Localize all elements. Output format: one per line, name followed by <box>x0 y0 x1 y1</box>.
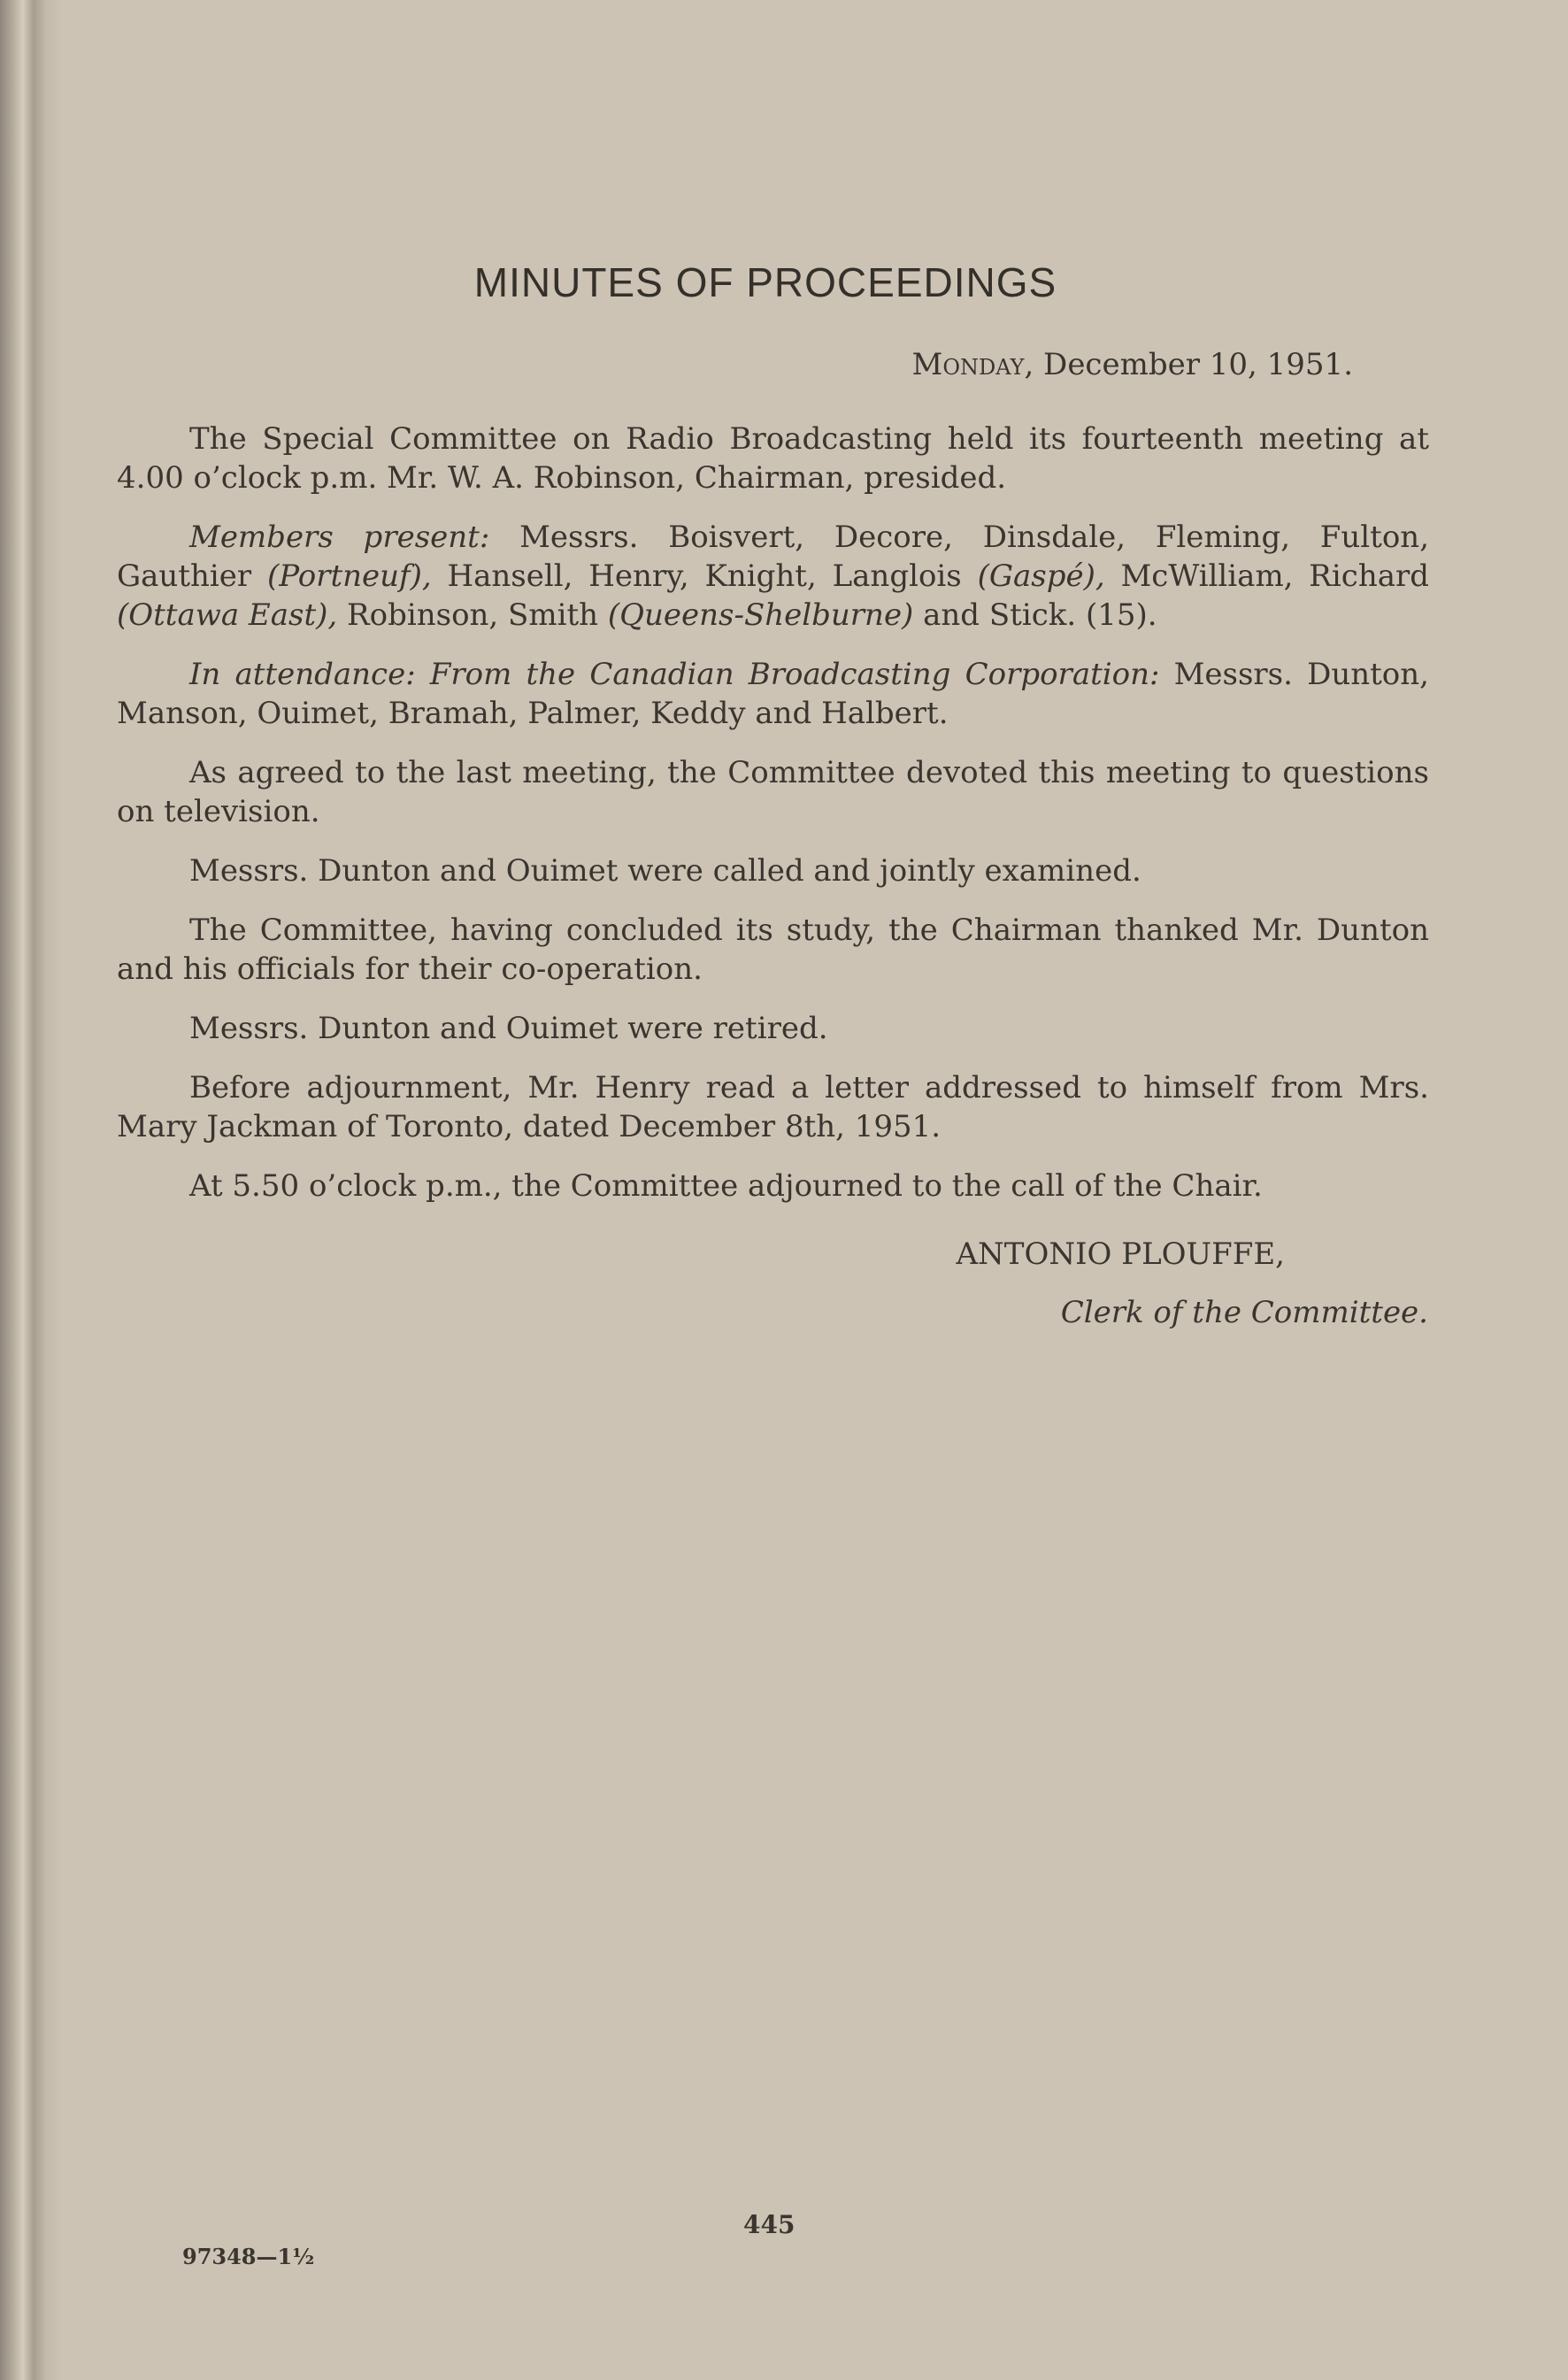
paragraph-meeting-opened: The Special Committee on Radio Broadcasting held its fourteenth meeting at 4.00 o’clock p.m. Mr. W. A. Robinson, Chairman, presided. <box>117 421 1429 496</box>
dateline <box>912 347 1354 382</box>
members-text-b: Hansell, Henry, Knight, Langlois <box>431 558 978 594</box>
paragraph-witnesses-retired: Messrs. Dunton and Ouimet were retired. <box>189 1011 828 1046</box>
print-code: 97348—1½ <box>182 2244 315 2269</box>
members-text-e: and Stick. (15). <box>913 597 1157 633</box>
dateline-day: Monday <box>911 347 1025 382</box>
paragraph-in-attendance <box>117 655 1429 733</box>
dateline-date: , December 10, 1951. <box>1024 347 1353 382</box>
members-riding-portneuf: (Portneuf), <box>266 558 432 594</box>
members-riding-queens-shelburne: (Queens-Shelburne) <box>607 597 914 633</box>
paragraph-chairman-thanks: The Committee, having concluded its study, the Chairman thanked Mr. Dunton and his officials for their co-operation. <box>117 913 1429 987</box>
paragraph-agenda: As agreed to the last meeting, the Committee devoted this meeting to questions on television. <box>117 755 1429 829</box>
page-number: 445 <box>743 2210 796 2239</box>
members-riding-gaspe: (Gaspé), <box>977 558 1105 594</box>
members-present-label: Members present: <box>189 520 490 555</box>
members-text-a: Messrs. Boisvert, Decore, Dinsdale, Fleming, Fulton, Gauthier <box>117 520 1430 594</box>
signature-role: Clerk of the Committee. <box>1060 1295 1428 1330</box>
page-title: MINUTES OF PROCEEDINGS <box>473 259 1057 305</box>
members-text-d: Robinson, Smith <box>337 597 608 633</box>
members-riding-ottawa-east: (Ottawa East), <box>117 597 338 633</box>
minutes-body <box>117 420 1429 1226</box>
in-attendance-text: Messrs. Dunton, Manson, Ouimet, Bramah, Palmer, Keddy and Halbert. <box>117 657 1429 731</box>
paragraph-adjournment: At 5.50 o’clock p.m., the Committee adjourned to the call of the Chair. <box>189 1168 1263 1204</box>
paragraph-members-present <box>117 518 1429 635</box>
paragraph-letter-read: Before adjournment, Mr. Henry read a letter addressed to himself from Mrs. Mary Jackman of Toronto, dated December 8th, 1951. <box>117 1070 1429 1144</box>
members-text-c: McWilliam, Richard <box>1104 558 1429 594</box>
paragraph-witnesses-called: Messrs. Dunton and Ouimet were called and jointly examined. <box>189 853 1141 889</box>
signature-name: ANTONIO PLOUFFE, <box>956 1236 1285 1272</box>
in-attendance-label: In attendance: From the Canadian Broadcasting Corporation: <box>189 657 1160 692</box>
